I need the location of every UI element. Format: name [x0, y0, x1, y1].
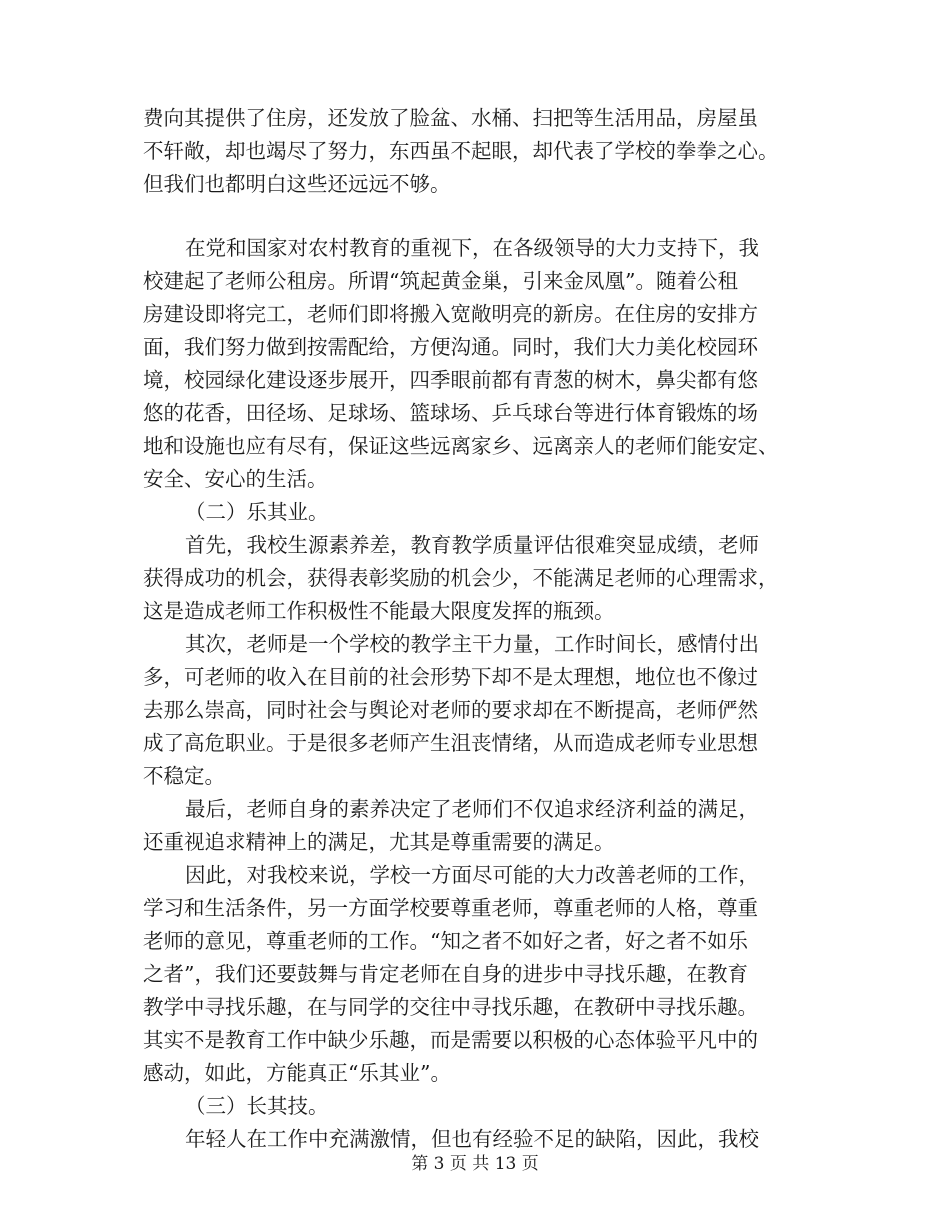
text-line: 悠的花香，田径场、足球场、篮球场、乒乓球台等进行体育锻炼的场: [143, 401, 758, 425]
text-line: 这是造成老师工作积极性不能最大限度发挥的瓶颈。: [143, 599, 615, 623]
text-line: 之者”，我们还要鼓舞与肯定老师在自身的进步中寻找乐趣，在教育: [143, 962, 748, 986]
text-line: 老师的意见，尊重老师的工作。“知之者不如好之者，好之者不如乐: [143, 929, 748, 953]
text-line: 首先，我校生源素养差，教育教学质量评估很难突显成绩，老师: [185, 533, 759, 557]
text-line: 因此，对我校来说，学校一方面尽可能的大力改善老师的工作，: [185, 863, 759, 887]
text-line: 获得成功的机会，获得表彰奖励的机会少，不能满足老师的心理需求，: [143, 566, 779, 590]
page-number: 第 3 页 共 13 页: [411, 1154, 539, 1174]
text-line: 不轩敞，却也竭尽了努力，东西虽不起眼，却代表了学校的拳拳之心。: [143, 139, 779, 163]
text-line: 在党和国家对农村教育的重视下，在各级领导的大力支持下，我: [185, 236, 759, 260]
text-line: 去那么崇高，同时社会与舆论对老师的要求却在不断提高，老师俨然: [143, 698, 758, 722]
text-line: 最后，老师自身的素养决定了老师们不仅追求经济利益的满足，: [185, 797, 759, 821]
text-line: 年轻人在工作中充满激情，但也有经验不足的缺陷，因此，我校: [185, 1127, 759, 1151]
text-line: 还重视追求精神上的满足，尤其是尊重需要的满足。: [143, 830, 615, 854]
text-line: 面，我们努力做到按需配给，方便沟通。同时，我们大力美化校园环: [143, 335, 758, 359]
text-line: 但我们也都明白这些还远远不够。: [143, 172, 451, 196]
text-line: 教学中寻找乐趣，在与同学的交往中寻找乐趣，在教研中寻找乐趣。: [143, 995, 758, 1019]
text-line: 其次，老师是一个学校的教学主干力量，工作时间长，感情付出: [185, 632, 759, 656]
text-line: 不稳定。: [143, 764, 225, 788]
section-heading: （三）长其技。: [185, 1094, 329, 1118]
text-line: 地和设施也应有尽有，保证这些远离家乡、远离亲人的老师们能安定、: [143, 434, 779, 458]
section-heading: （二）乐其业。: [185, 500, 329, 524]
text-line: 校建起了老师公租房。所谓“筑起黄金巢，引来金凤凰”。随着公租: [143, 269, 738, 293]
text-line: 安全、安心的生活。: [143, 467, 328, 491]
text-line: 费向其提供了住房，还发放了脸盆、水桶、扫把等生活用品，房屋虽: [143, 106, 758, 130]
text-line: 多，可老师的收入在目前的社会形势下却不是太理想，地位也不像过: [143, 665, 758, 689]
text-line: 其实不是教育工作中缺少乐趣，而是需要以积极的心态体验平凡中的: [143, 1028, 758, 1052]
text-line: 学习和生活条件，另一方面学校要尊重老师，尊重老师的人格，尊重: [143, 896, 758, 920]
text-line: 房建设即将完工，老师们即将搬入宽敞明亮的新房。在住房的安排方: [143, 302, 758, 326]
text-line: 成了高危职业。于是很多老师产生沮丧情绪，从而造成老师专业思想: [143, 731, 758, 755]
text-line: 境，校园绿化建设逐步展开，四季眼前都有青葱的树木，鼻尖都有悠: [143, 368, 758, 392]
text-line: 感动，如此，方能真正“乐其业”。: [143, 1061, 451, 1085]
